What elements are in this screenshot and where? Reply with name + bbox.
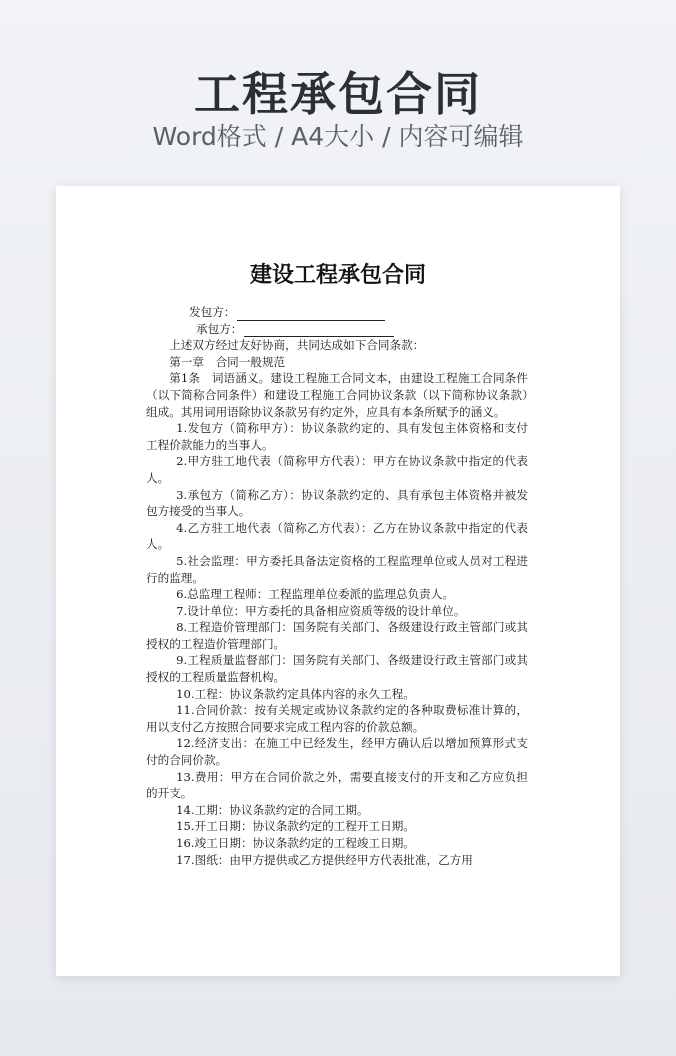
clause-10: 10.工程：协议条款约定具体内容的永久工程。 xyxy=(176,686,415,701)
clause-9: 9.工程质量监督部门：国务院有关部门、各级建设行政主管部门或其授权的工程质量监督机构。 xyxy=(146,653,528,685)
clause-14: 14.工期：协议条款约定的合同工期。 xyxy=(176,802,369,817)
clause-16: 16.竣工日期：协议条款约定的工程竣工日期。 xyxy=(176,836,415,850)
party-a-blank[interactable] xyxy=(237,308,385,321)
clause-13: 13.费用：甲方在合同价款之外，需要直接支付的开支和乙方应负担的开支。 xyxy=(146,769,528,801)
clause-3: 3.承包方（简称乙方）：协议条款约定的、具有承包主体资格并被发包方接受的当事人。 xyxy=(146,487,528,519)
document-page xyxy=(56,186,620,976)
party-b-row xyxy=(146,321,528,338)
clause-5: 5.社会监理：甲方委托具备法定资格的工程监理单位或人员对工程进行的监理。 xyxy=(146,553,528,585)
clause-12: 12.经济支出：在施工中已经发生，经甲方确认后以增加预算形式支付的合同价款。 xyxy=(146,736,528,768)
clause-4: 4.乙方驻工地代表（简称乙方代表）：乙方在协议条款中指定的代表人。 xyxy=(146,520,528,552)
clause-17: 17.图纸：由甲方提供或乙方提供经甲方代表批准，乙方用 xyxy=(176,852,473,867)
party-b-label: 承包方： xyxy=(196,321,243,336)
party-a-label: 发包方： xyxy=(189,305,236,319)
document-title: 建设工程承包合同 xyxy=(249,262,426,288)
chapter-heading: 第一章 合同一般规范 xyxy=(169,354,286,369)
clause-6: 6.总监理工程师：工程监理单位委派的监理总负责人。 xyxy=(176,587,454,602)
clause-11: 11.合同价款：按有关规定或协议条款约定的各种取费标准计算的，用以支付乙方按照合同要求完成工程内容的价款总额。 xyxy=(146,703,528,734)
party-b-blank[interactable] xyxy=(244,324,394,337)
document-body xyxy=(146,304,528,868)
clause-2: 2.甲方驻工地代表（简称甲方代表）：甲方在协议条款中指定的代表人。 xyxy=(146,454,528,485)
hero-title: 工程承包合同 xyxy=(194,67,482,121)
intro-text: 上述双方经过友好协商，共同达成如下合同条款： xyxy=(169,338,425,353)
party-a-row xyxy=(146,304,528,321)
clause-15: 15.开工日期：协议条款约定的工程开工日期。 xyxy=(176,819,415,834)
clause-7: 7.设计单位：甲方委托的具备相应资质等级的设计单位。 xyxy=(176,603,466,618)
clause-8: 8.工程造价管理部门：国务院有关部门、各级建设行政主管部门或其授权的工程造价管理部门。 xyxy=(146,620,528,651)
hero-subtitle: Word格式 / A4大小 / 内容可编辑 xyxy=(152,122,524,151)
clause-1: 1.发包方（简称甲方）：协议条款约定的、具有发包主体资格和支付工程价款能力的当事人。 xyxy=(146,421,528,452)
article-1: 第1条 词语涵义。建设工程施工合同文本，由建设工程施工合同条件（以下简称合同条件）和建设工程施工合同协议条款（以下简称协议条款）组成。其用词用语除协议条款另有约定外，应具有本条所赋予的涵义。 xyxy=(146,371,528,419)
